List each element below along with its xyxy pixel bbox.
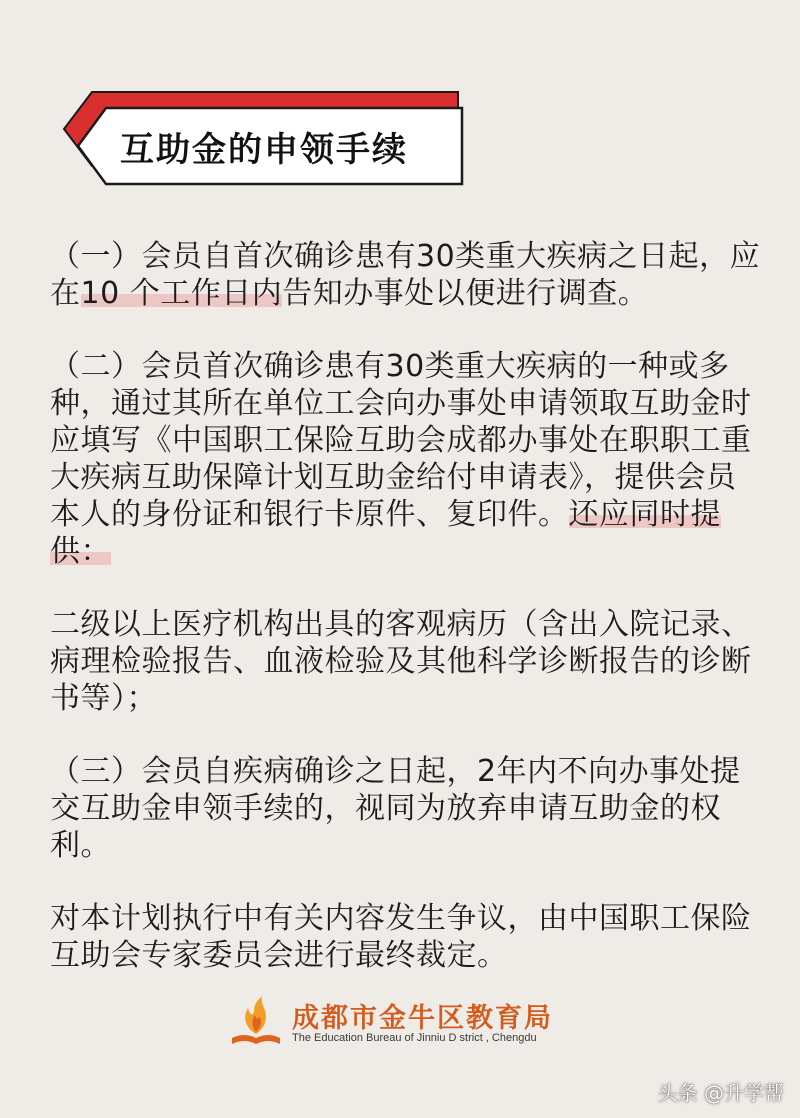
- education-bureau-logo-icon: [228, 994, 284, 1050]
- paragraph-1-text: （一）会员自首次确诊患有30类重大疾病之日起，应在: [50, 239, 761, 311]
- paragraph-2: [50, 348, 762, 570]
- bureau-logo: [228, 994, 588, 1050]
- paragraph-3-text: 二级以上医疗机构出具的客观病历（含出入院记录、病理检验报告、血液检验及其他科学诊断报告的诊断书等）；: [50, 607, 752, 716]
- paragraph-5: [50, 900, 762, 974]
- paragraph-1: [50, 238, 762, 312]
- page-title: 互助金的申领手续: [120, 130, 408, 170]
- paragraph-2-highlight: 还应同时提供：: [50, 497, 721, 569]
- logo-english-name: The Education Bureau of Jinniu D strict , Chengdu: [292, 1032, 537, 1044]
- paragraph-1-text-end: 告知办事处以便进行调查。: [282, 276, 649, 311]
- paragraph-4-text: （三）会员自疾病确诊之日起，2年内不向办事处提交互助金申领手续的，视同为放弃申请互助金的权利。: [50, 754, 741, 863]
- logo-chinese-name: 成都市金牛区教育局: [292, 1003, 553, 1034]
- article-body: [50, 238, 762, 1010]
- paragraph-4: [50, 753, 762, 864]
- paragraph-2-text: （二）会员首次确诊患有30类重大疾病的一种或多种，通过其所在单位工会向办事处申请领取互助金时应填写《中国职工保险互助会成都办事处在职职工重大疾病互助保障计划互助金给付申请表》，提供会员本人的身份证和银行卡原件、复印件。: [50, 349, 752, 532]
- paragraph-5-text: 对本计划执行中有关内容发生争议，由中国职工保险互助会专家委员会进行最终裁定。: [50, 901, 752, 973]
- paragraph-3: [50, 606, 762, 717]
- watermark: 头条 @升学帮: [657, 1081, 784, 1105]
- paragraph-1-highlight: 10 个工作日内: [80, 276, 283, 311]
